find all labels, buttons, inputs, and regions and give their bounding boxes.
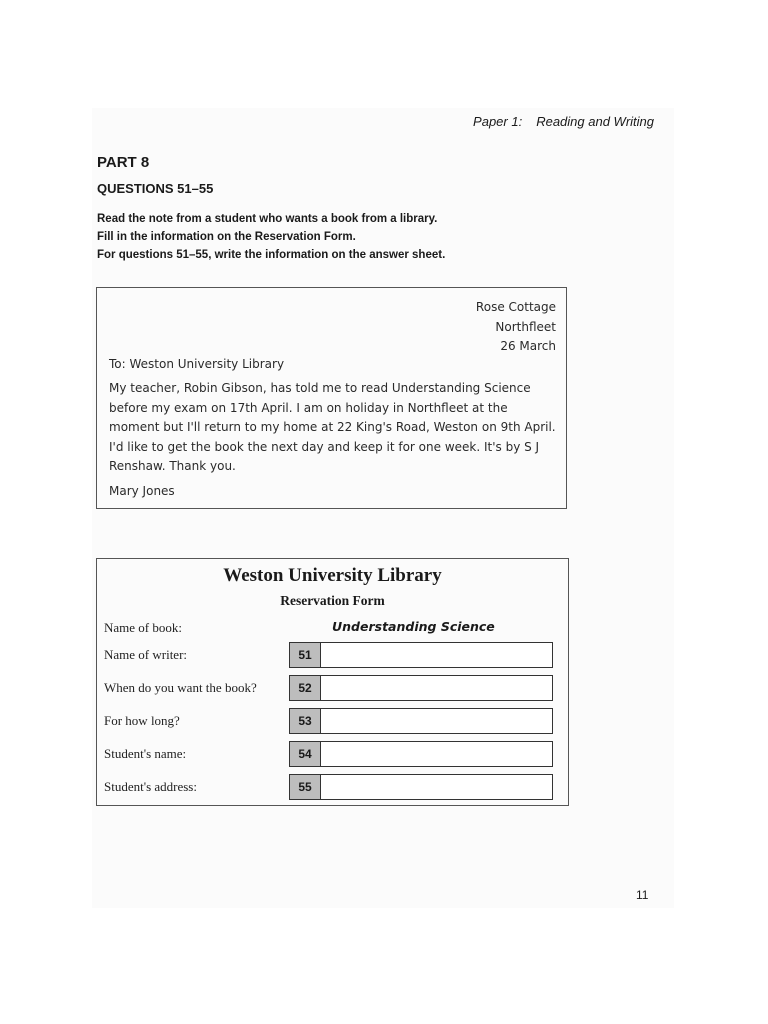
student-name-label: Student's name: bbox=[104, 746, 187, 761]
writer-answer-field[interactable] bbox=[289, 642, 553, 668]
note-address bbox=[476, 298, 556, 357]
instruction-line: Fill in the information on the Reservation Form. bbox=[97, 231, 356, 243]
duration-answer-field[interactable] bbox=[289, 708, 553, 734]
note-body: My teacher, Robin Gibson, has told me to read Understanding Science before my exam on 17th April. I am on holiday in Northfleet at the moment but I'll return to my home at 22 King's Road, Weston on 9th April. I'd like to get the book the next day and keep it for one week. It's by S J Renshaw. Thank you. bbox=[109, 381, 556, 473]
address-line: Rose Cottage bbox=[475, 300, 556, 314]
note-recipient: To: Weston University Library bbox=[109, 357, 285, 371]
form-row-duration bbox=[104, 708, 554, 734]
section-label: Reading and Writing bbox=[536, 114, 654, 129]
instruction-line: For questions 51–55, write the information on the answer sheet. bbox=[97, 249, 446, 261]
writer-label: Name of writer: bbox=[104, 647, 188, 662]
form-title: Weston University Library bbox=[223, 565, 442, 586]
form-row-when bbox=[104, 675, 554, 701]
form-row-book bbox=[104, 615, 554, 641]
page-number: 11 bbox=[636, 888, 649, 902]
form-row-student-name bbox=[104, 741, 554, 767]
part-title: PART 8 bbox=[97, 154, 150, 171]
question-number: 51 bbox=[290, 643, 321, 667]
student-address-label: Student's address: bbox=[104, 779, 197, 794]
instruction-line: Read the note from a student who wants a book from a library. bbox=[97, 213, 438, 225]
reservation-form bbox=[96, 558, 569, 806]
book-name-label: Name of book: bbox=[104, 620, 182, 635]
note-signature: Mary Jones bbox=[109, 484, 175, 498]
book-name-value: Understanding Science bbox=[332, 619, 495, 634]
form-subtitle: Reservation Form bbox=[280, 593, 385, 608]
form-row-student-address bbox=[104, 774, 554, 800]
question-number: 53 bbox=[290, 709, 321, 733]
question-number: 52 bbox=[290, 676, 321, 700]
paper-label: Paper 1: bbox=[473, 114, 523, 129]
instructions bbox=[97, 210, 445, 264]
student-note bbox=[96, 287, 567, 509]
page-header bbox=[92, 114, 654, 129]
duration-label: For how long? bbox=[104, 713, 180, 728]
questions-title: QUESTIONS 51–55 bbox=[97, 181, 214, 196]
student-address-answer-field[interactable] bbox=[289, 774, 553, 800]
student-name-answer-field[interactable] bbox=[289, 741, 553, 767]
when-answer-field[interactable] bbox=[289, 675, 553, 701]
note-date: 26 March bbox=[500, 339, 556, 353]
form-row-writer bbox=[104, 642, 554, 668]
when-label: When do you want the book? bbox=[104, 680, 257, 695]
question-number: 55 bbox=[290, 775, 321, 799]
question-number: 54 bbox=[290, 742, 321, 766]
address-line: Northfleet bbox=[495, 319, 556, 334]
